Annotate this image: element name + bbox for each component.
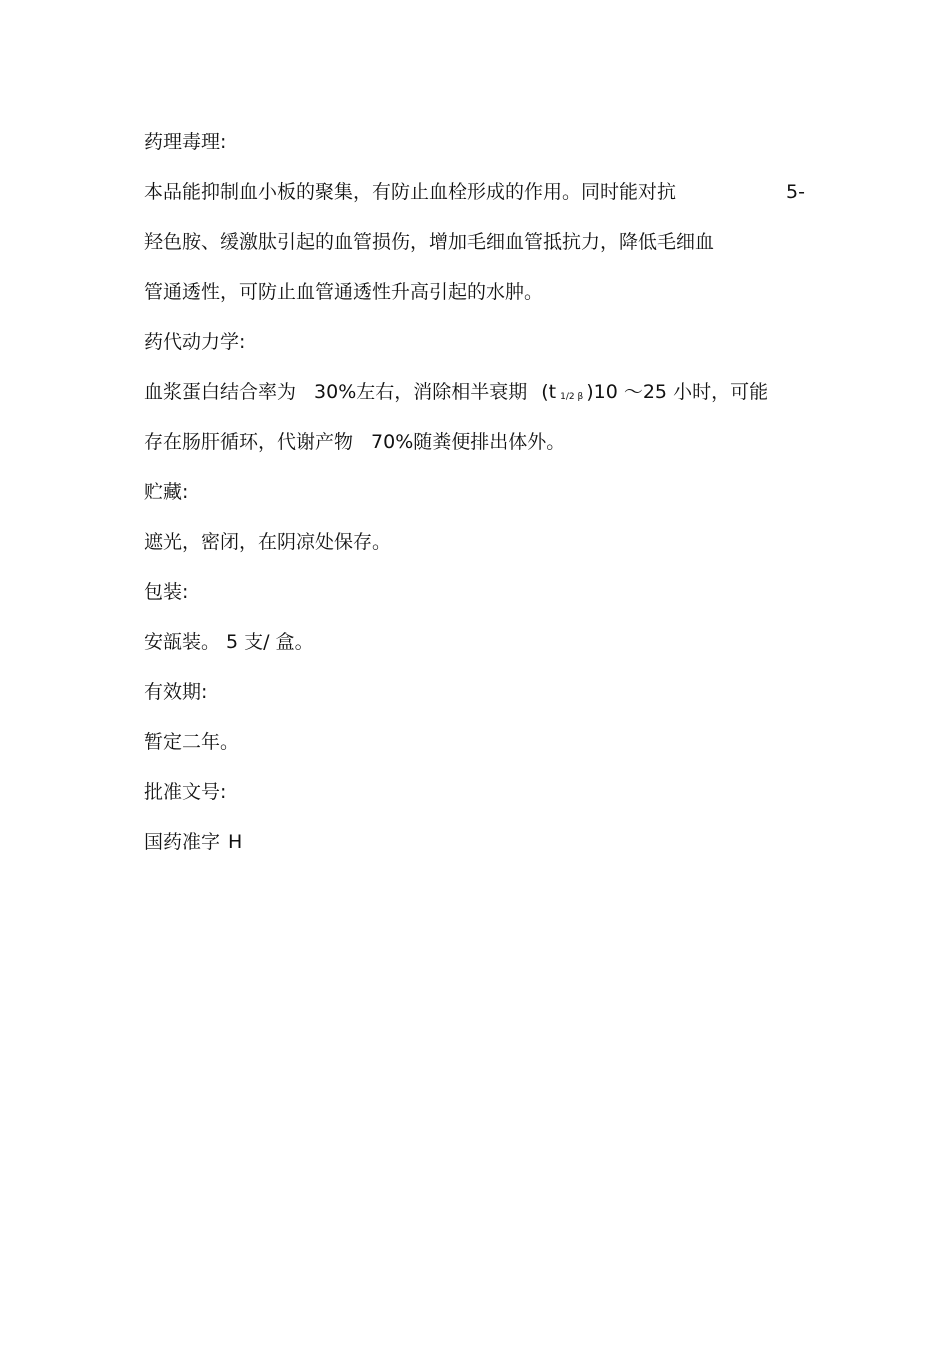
approval-number-text [144, 830, 242, 854]
validity-text: 暂定二年。 [144, 731, 240, 753]
pharmacokinetics-line-2 [144, 430, 565, 454]
pk-text-f: 70%随粪便排出体外。 [371, 431, 566, 453]
storage-text: 遮光，密闭，在阴凉处保存。 [144, 531, 392, 553]
pharmacology-line-2: 羟色胺、缓激肽引起的血管损伤，增加毛细血管抵抗力，降低毛细血 [144, 231, 715, 253]
approval-prefix: 国药准字 [144, 831, 221, 853]
heading-pharmacokinetics: 药代动力学: [144, 331, 246, 353]
pk-text-c: (t [541, 381, 557, 403]
pharmacology-line-1-tail: 5- [786, 181, 805, 203]
pharmacokinetics-line-1 [144, 380, 768, 409]
pk-text-e: 存在肠肝循环，代谢产物 [144, 431, 354, 453]
heading-pharmacology-toxicology: 药理毒理: [144, 131, 227, 153]
pk-text-d: )10 ～25 小时，可能 [586, 381, 769, 403]
heading-storage: 贮藏: [144, 481, 189, 503]
pk-subscript: 1/2 β [560, 392, 584, 402]
heading-approval-number: 批准文号: [144, 781, 227, 803]
heading-package: 包装: [144, 581, 189, 603]
pk-text-b: 30%左右，消除相半衰期 [314, 381, 528, 403]
package-text: 安瓿装。 5 支/ 盒。 [144, 631, 314, 653]
pk-text-a: 血浆蛋白结合率为 [144, 381, 297, 403]
heading-validity: 有效期: [144, 681, 208, 703]
pharmacology-line-1: 本品能抑制血小板的聚集，有防止血栓形成的作用。同时能对抗 [144, 181, 677, 203]
approval-code: H [228, 831, 243, 853]
pharmacology-line-3: 管通透性，可防止血管通透性升高引起的水肿。 [144, 281, 544, 303]
